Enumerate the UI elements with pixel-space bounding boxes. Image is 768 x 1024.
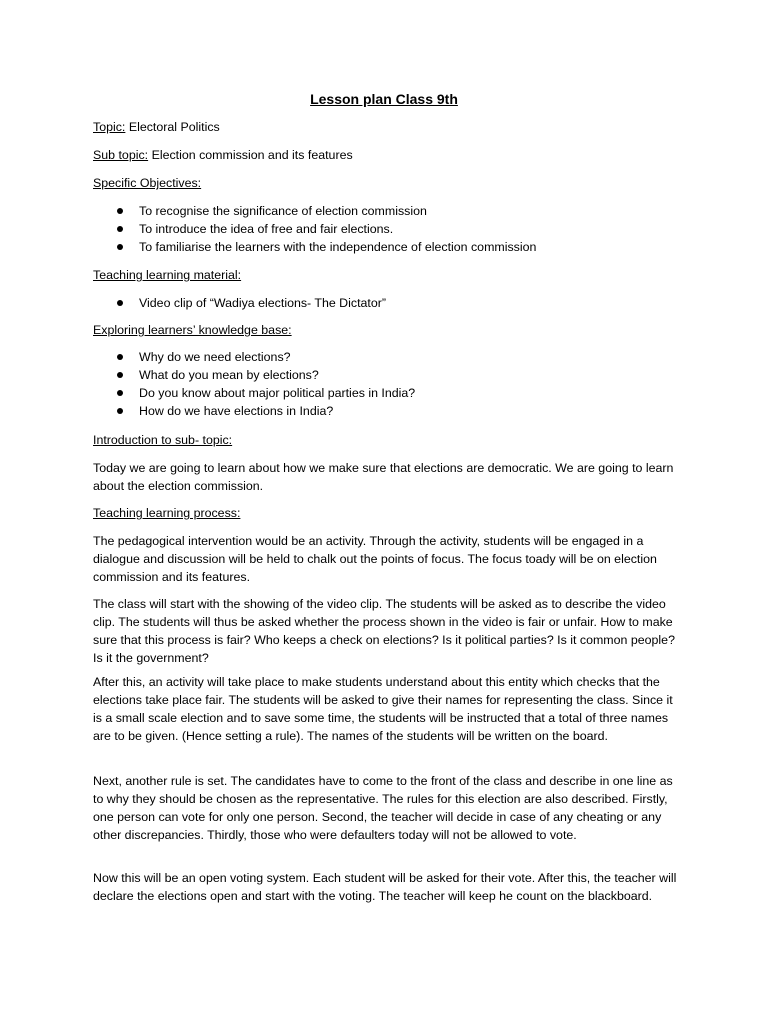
bullet-icon — [117, 244, 123, 250]
knowledge-heading: Exploring learners’ knowledge base: — [93, 323, 292, 337]
material-heading: Teaching learning material: — [93, 268, 242, 282]
subtopic-label: Sub topic: — [93, 148, 149, 162]
topic-line — [93, 119, 220, 135]
bullet-icon — [117, 372, 123, 378]
process-paragraph-5: Now this will be an open voting system. Each student will be asked for their vote. After this, the teacher will declare the elections open and start with the voting. The teacher will keep he count on the blackboard. — [93, 871, 677, 903]
list-item: Why do we need elections? — [93, 349, 415, 367]
bullet-icon — [117, 226, 123, 232]
bullet-icon — [117, 390, 123, 396]
list-item: To recognise the significance of election commission — [93, 203, 536, 221]
list-item: To familiarise the learners with the independence of election commission — [93, 239, 536, 257]
document-title: Lesson plan Class 9th — [310, 91, 458, 107]
bullet-icon — [117, 354, 123, 360]
list-item: What do you mean by elections? — [93, 367, 415, 385]
bullet-icon — [117, 208, 123, 214]
knowledge-list — [93, 349, 415, 421]
objectives-list — [93, 203, 536, 257]
process-paragraph-3: After this, an activity will take place to make students understand about this entity which checks that the elections take place fair. The students will be asked to give their names for representing the class. Since it is a small scale election and to save some time, the students will be instructed that a total of three names are to be given. (Hence setting a rule). The names of the students will be written on the board. — [93, 675, 673, 743]
process-paragraph-4: Next, another rule is set. The candidates have to come to the front of the class and describe in one line as to why they should be chosen as the representative. The rules for this election are also described. Firstly, one person can vote for only one person. Second, the teacher will decide in case of any cheating or any other discrepancies. Thirdly, those who were defaulters today will not be allowed to vote. — [93, 774, 673, 842]
list-item: Video clip of “Wadiya elections- The Dictator” — [93, 295, 386, 313]
bullet-icon — [117, 300, 123, 306]
topic-label: Topic: — [93, 120, 126, 134]
bullet-icon — [117, 408, 123, 414]
introduction-heading: Introduction to sub- topic: — [93, 433, 233, 447]
process-paragraph-1: The pedagogical intervention would be an activity. Through the activity, students will be engaged in a dialogue and discussion will be held to chalk out the points of focus. The focus toady will be on election commission and its features. — [93, 534, 657, 584]
list-item: To introduce the idea of free and fair elections. — [93, 221, 536, 239]
topic-value: Electoral Politics — [128, 120, 220, 134]
subtopic-line — [93, 147, 353, 163]
process-paragraph-2: The class will start with the showing of the video clip. The students will be asked as to describe the video clip. The students will thus be asked whether the process shown in the video is fair or unfair. How to make sure that this process is fair? Who keeps a check on elections? Is it political parties? Is it common people? Is it the government? — [93, 597, 675, 665]
material-list — [93, 295, 386, 313]
process-heading: Teaching learning process: — [93, 506, 241, 520]
introduction-text: Today we are going to learn about how we make sure that elections are democratic. We are going to learn about the election commission. — [93, 461, 674, 493]
list-item: How do we have elections in India? — [93, 403, 415, 421]
list-item: Do you know about major political parties in India? — [93, 385, 415, 403]
objectives-heading: Specific Objectives: — [93, 176, 202, 190]
subtopic-value: Election commission and its features — [151, 148, 353, 162]
